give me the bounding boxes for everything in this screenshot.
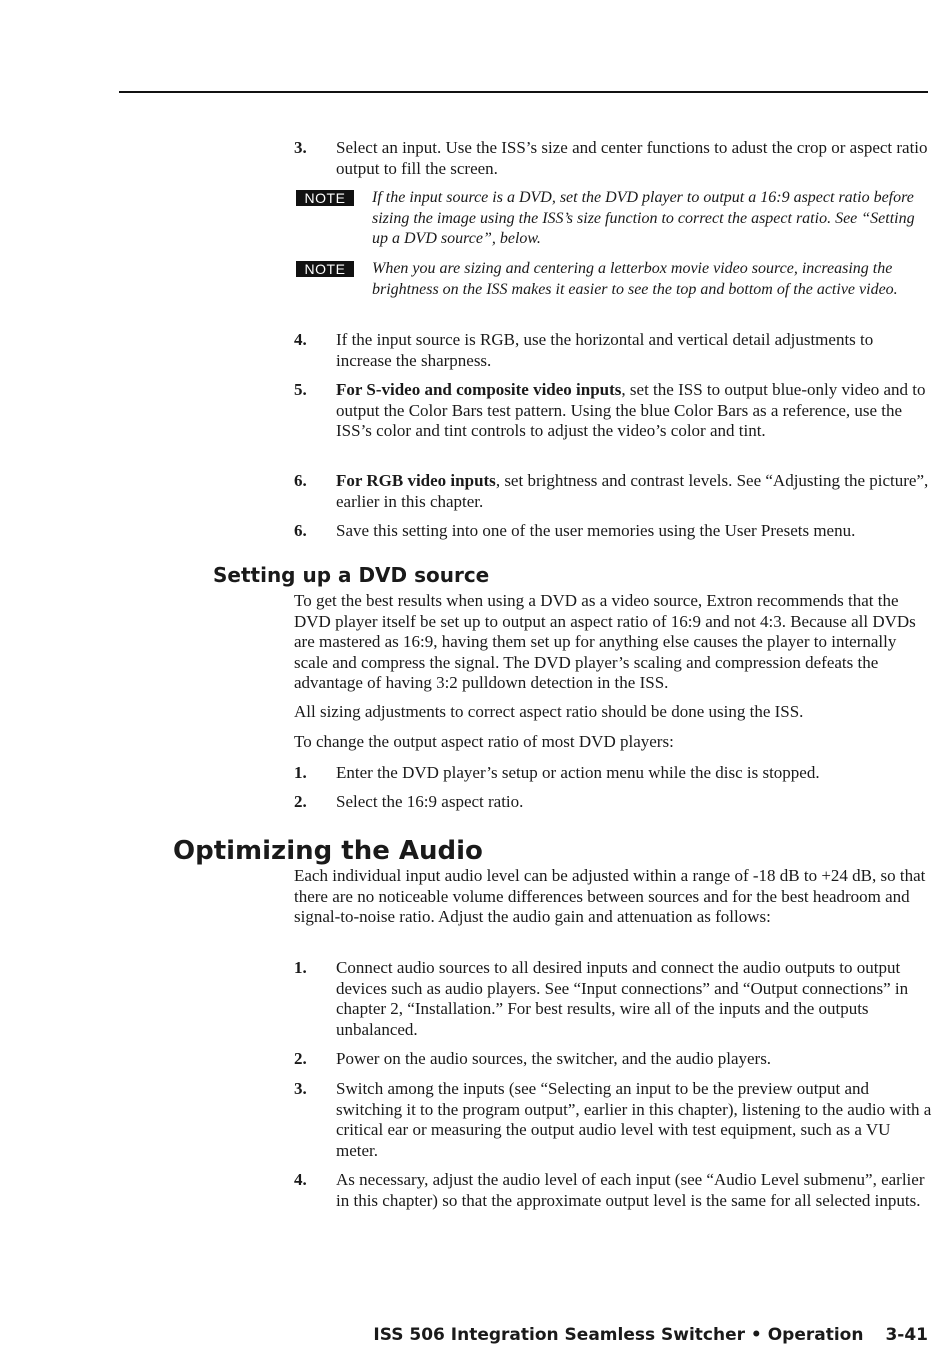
- dvd-sizing-paragraph: All sizing adjustments to correct aspect ratio should be done using the ISS.: [294, 702, 804, 721]
- step-text: As necessary, adjust the audio level of each input (see “Audio Level submenu”, earlier in this chapter) so that the approximate output level is the same for all selected inputs.: [336, 1170, 925, 1210]
- step-text: Select an input. Use the ISS’s size and center functions to adust the crop or aspect ratio output to fill the screen.: [336, 138, 928, 178]
- step-number: 4.: [294, 330, 307, 349]
- note-text: If the input source is a DVD, set the DVD player to output a 16:9 aspect ratio before sizing the image using the ISS’s size function to correct the aspect ratio. See “Setting up a DVD source”, below.: [372, 189, 915, 247]
- step-text: If the input source is RGB, use the horizontal and vertical detail adjustments to increase the sharpness.: [336, 330, 874, 370]
- note-badge: NOTE: [296, 261, 354, 277]
- step-text: Select the 16:9 aspect ratio.: [336, 792, 524, 811]
- step-text: Connect audio sources to all desired inputs and connect the audio outputs to output devices such as audio players. See “Input connections” and “Output connections” in chapter 2, “Installation.” For best results, wire all of the inputs and the outputs unbalanced.: [336, 958, 909, 1039]
- step-text: Switch among the inputs (see “Selecting an input to be the preview output and switching it to the program output”, earlier in this chapter), listening to the audio with a critical ear or measuring the output audio level with test equipment, such as a VU meter.: [336, 1079, 932, 1160]
- step-text: For RGB video inputs, set brightness and contrast levels. See “Adjusting the picture”, earlier in this chapter.: [336, 471, 929, 511]
- note-text: When you are sizing and centering a letterbox movie video source, increasing the brightness on the ISS makes it easier to see the top and bottom of the active video.: [372, 260, 898, 298]
- step-number: 6.: [294, 471, 307, 490]
- step-text: Power on the audio sources, the switcher, and the audio players.: [336, 1049, 772, 1068]
- dvd-section-heading: Setting up a DVD source: [213, 563, 490, 587]
- step-number: 4.: [294, 1170, 307, 1189]
- audio-section-heading: Optimizing the Audio: [173, 836, 483, 866]
- page-footer: [373, 1325, 928, 1345]
- step-number: 6.: [294, 521, 307, 540]
- step-number: 1.: [294, 763, 307, 782]
- footer-title: ISS 506 Integration Seamless Switcher • Operation: [373, 1325, 864, 1345]
- step-number: 2.: [294, 1049, 307, 1068]
- step-number: 3.: [294, 138, 307, 157]
- note-badge: NOTE: [296, 190, 354, 206]
- header-rule: [119, 91, 928, 93]
- step-text: Save this setting into one of the user memories using the User Presets menu.: [336, 521, 856, 540]
- step-number: 3.: [294, 1079, 307, 1098]
- step-text: For S-video and composite video inputs, set the ISS to output blue-only video and to output the Color Bars test pattern. Using the blue Color Bars as a reference, use the ISS’s color and tint controls to adjust the video’s color and tint.: [336, 380, 926, 440]
- page-number: 3-41: [885, 1325, 928, 1345]
- step-number: 1.: [294, 958, 307, 977]
- dvd-intro-paragraph: To get the best results when using a DVD as a video source, Extron recommends that the DVD player itself be set up to output an aspect ratio of 16:9 and not 4:3. Because all DVDs are mastered as 16:9, having them set up for anything else causes the player to internally scale and compress the signal. The DVD player’s scaling and compression defeats the advantage of having 3:2 pulldown detection in the ISS.: [294, 591, 916, 692]
- step-number: 2.: [294, 792, 307, 811]
- audio-intro-paragraph: Each individual input audio level can be adjusted within a range of -18 dB to +24 dB, so that there are no noticeable volume differences between sources and for the best headroom and signal-to-noise ratio. Adjust the audio gain and attenuation as follows:: [294, 866, 926, 926]
- step-text: Enter the DVD player’s setup or action menu while the disc is stopped.: [336, 763, 820, 782]
- dvd-change-paragraph: To change the output aspect ratio of most DVD players:: [294, 732, 674, 751]
- step-number: 5.: [294, 380, 307, 399]
